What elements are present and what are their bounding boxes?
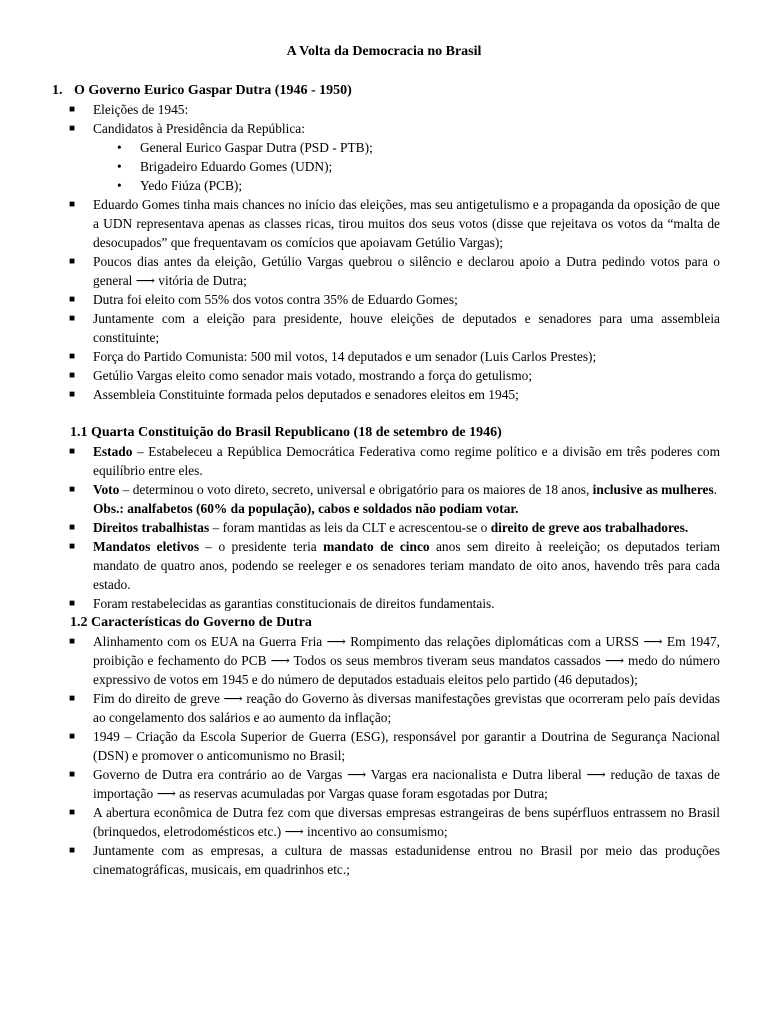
list-item: ■ A abertura econômica de Dutra fez com que diversas empresas estrangeiras de bens supérfluos entrassem no Brasil (brinquedos, eletrodomésticos etc.) ⟶ incentivo ao consumismo; bbox=[69, 805, 720, 839]
list-item: ■ Candidatos à Presidência da República: bbox=[69, 121, 305, 136]
document-content bbox=[0, 81, 768, 879]
square-bullet-icon: ■ bbox=[69, 446, 76, 457]
document-title: A Volta da Democracia no Brasil bbox=[286, 44, 482, 59]
list-item: ■ Poucos dias antes da eleição, Getúlio Vargas quebrou o silêncio e declarou apoio a Dutra pedindo votos para o general ⟶ vitória de Dutra; bbox=[69, 254, 720, 288]
list-item: ■ Governo de Dutra era contrário ao de Vargas ⟶ Vargas era nacionalista e Dutra liberal ⟶ redução de taxas de importação ⟶ as reservas acumuladas por Vargas quase foram esgotadas por Dutra; bbox=[69, 767, 720, 801]
list-item: ■ Juntamente com a eleição para presidente, houve eleições de deputados e senadores para uma assembleia constituinte; bbox=[69, 311, 720, 345]
square-bullet-icon: ■ bbox=[69, 313, 76, 324]
list-item: ■ Eleições de 1945: bbox=[69, 102, 189, 117]
square-bullet-icon: ■ bbox=[69, 484, 76, 495]
square-bullet-icon: ■ bbox=[69, 389, 76, 400]
dot-bullet-icon: • bbox=[117, 159, 122, 174]
list-item: ■ Mandatos eletivos – o presidente teria mandato de cinco anos sem direito à reeleição; os deputados teriam mandato de quatro anos, podendo se reeleger e os senadores teriam mandato de oito anos, havendo três para cada estado. bbox=[69, 539, 721, 592]
square-bullet-icon: ■ bbox=[69, 731, 76, 742]
square-bullet-icon: ■ bbox=[69, 351, 76, 362]
square-bullet-icon: ■ bbox=[69, 693, 76, 704]
list-item: ■ Fim do direito de greve ⟶ reação do Governo às diversas manifestações grevistas que ocorreram pelo país devidas ao congelamento dos salários e ao aumento da inflação; bbox=[69, 691, 720, 725]
list-item: ■ Voto – determinou o voto direto, secreto, universal e obrigatório para os maiores de 18 anos, inclusive as mulheres. bbox=[69, 482, 718, 497]
list-item: ■ Dutra foi eleito com 55% dos votos contra 35% de Eduardo Gomes; bbox=[69, 292, 458, 307]
square-bullet-icon: ■ bbox=[69, 123, 76, 134]
square-bullet-icon: ■ bbox=[69, 104, 76, 115]
section-1-title: O Governo Eurico Gaspar Dutra (1946 - 1950) bbox=[74, 83, 352, 98]
square-bullet-icon: ■ bbox=[69, 845, 76, 856]
list-item: ■ Força do Partido Comunista: 500 mil votos, 14 deputados e um senador (Luis Carlos Prestes); bbox=[69, 349, 597, 364]
square-bullet-icon: ■ bbox=[69, 199, 76, 210]
list-item: ■ Getúlio Vargas eleito como senador mais votado, mostrando a força do getulismo; bbox=[69, 368, 533, 383]
section-1-2-heading: 1.2 Características do Governo de Dutra bbox=[70, 615, 312, 630]
sub-list-item: • Yedo Fiúza (PCB); bbox=[117, 178, 243, 193]
sub-list-item: • General Eurico Gaspar Dutra (PSD - PTB); bbox=[117, 140, 373, 155]
observation-note: Obs.: analfabetos (60% da população), cabos e soldados não podiam votar. bbox=[93, 501, 519, 516]
list-item: ■ Direitos trabalhistas – foram mantidas as leis da CLT e acrescentou-se o direito de greve aos trabalhadores. bbox=[69, 520, 689, 535]
list-item: ■ Eduardo Gomes tinha mais chances no início das eleições, mas seu antigetulismo e a propaganda da oposição de que a UDN representava apenas as classes ricas, tirou muitos dos seus votos (disse que rejeitava os votos da “malta de desocupados” que frequentavam os comícios que apoiavam Getúlio Vargas); bbox=[69, 197, 720, 250]
list-item: ■ 1949 – Criação da Escola Superior de Guerra (ESG), responsável por garantir a Doutrina de Segurança Nacional (DSN) e promover o anticomunismo no Brasil; bbox=[69, 729, 720, 763]
list-item: ■ Juntamente com as empresas, a cultura de massas estadunidense entrou no Brasil por meio das produções cinematográficas, musicais, em quadrinhos etc.; bbox=[69, 843, 720, 877]
section-1-number: 1. bbox=[52, 83, 63, 98]
dot-bullet-icon: • bbox=[117, 140, 122, 155]
list-item: ■ Foram restabelecidas as garantias constitucionais de direitos fundamentais. bbox=[69, 596, 495, 611]
list-item: ■ Alinhamento com os EUA na Guerra Fria ⟶ Rompimento das relações diplomáticas com a URSS ⟶ Em 1947, proibição e fechamento do PCB ⟶ Todos os seus membros tiveram seus mandatos cassados ⟶ medo do número expressivo de votos em 1945 e do número de deputados estaduais eleitos pelo partido (46 deputados); bbox=[69, 634, 720, 687]
sub-list-item: • Brigadeiro Eduardo Gomes (UDN); bbox=[117, 159, 333, 174]
square-bullet-icon: ■ bbox=[69, 636, 76, 647]
list-item: ■ Assembleia Constituinte formada pelos deputados e senadores eleitos em 1945; bbox=[69, 387, 519, 402]
paragraph-gap bbox=[0, 404, 768, 423]
square-bullet-icon: ■ bbox=[69, 541, 76, 552]
dot-bullet-icon: • bbox=[117, 178, 122, 193]
square-bullet-icon: ■ bbox=[69, 598, 76, 609]
square-bullet-icon: ■ bbox=[69, 807, 76, 818]
section-1-1-heading: 1.1 Quarta Constituição do Brasil Republicano (18 de setembro de 1946) bbox=[70, 425, 502, 440]
section-1-heading bbox=[0, 81, 768, 100]
square-bullet-icon: ■ bbox=[69, 256, 76, 267]
square-bullet-icon: ■ bbox=[69, 522, 76, 533]
square-bullet-icon: ■ bbox=[69, 370, 76, 381]
square-bullet-icon: ■ bbox=[69, 294, 76, 305]
list-item: ■ Estado – Estabeleceu a República Democrática Federativa como regime político e a divisão em três poderes com equilíbrio entre eles. bbox=[69, 444, 720, 478]
square-bullet-icon: ■ bbox=[69, 769, 76, 780]
